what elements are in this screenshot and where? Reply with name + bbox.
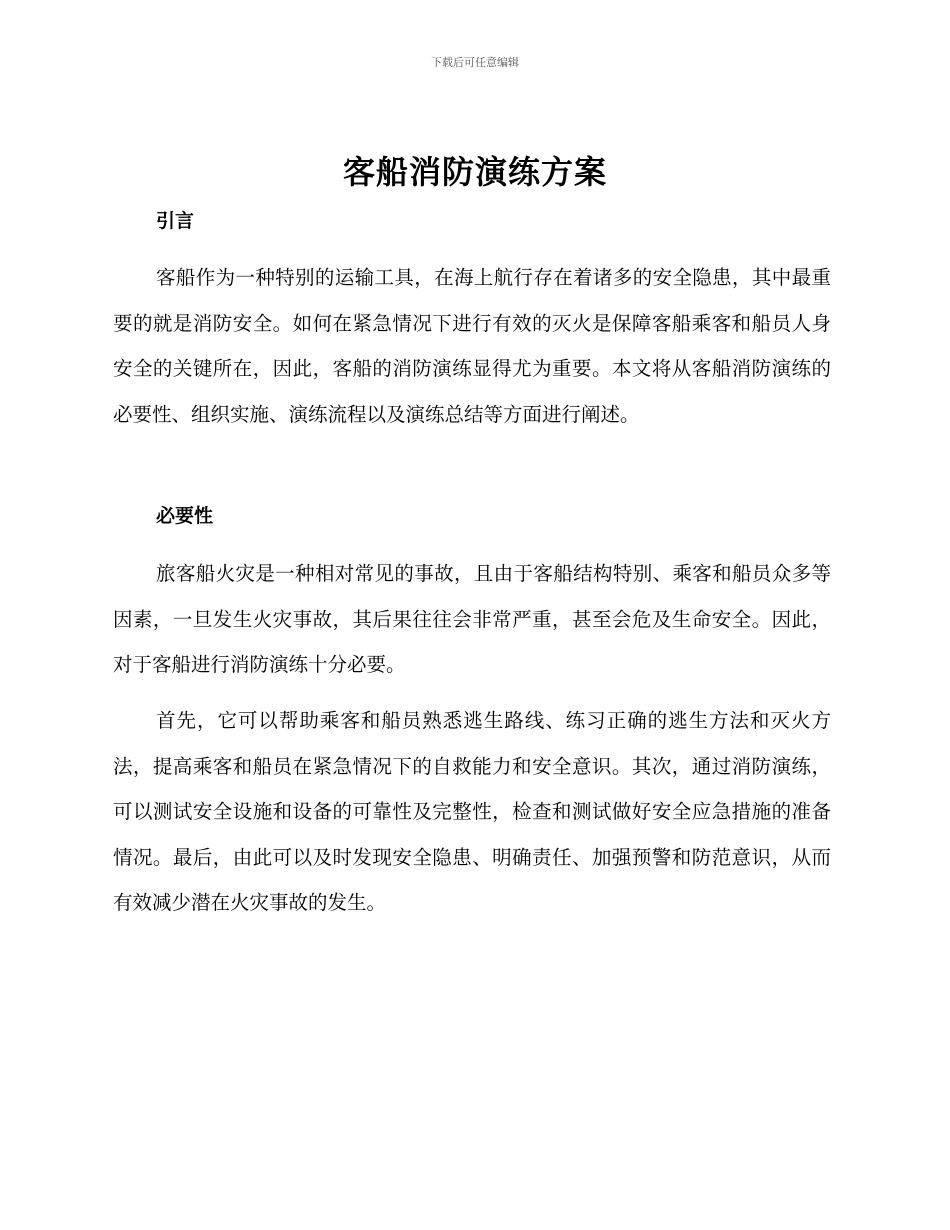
paragraph-necessity-1: 旅客船火灾是一种相对常见的事故，且由于客船结构特别、乘客和船员众多等因素，一旦发生火灾事故，其后果往往会非常严重，甚至会危及生命安全。因此，对于客船进行消防演练十分必要。	[113, 562, 831, 676]
header-note: 下载后可任意编辑	[431, 56, 519, 69]
paragraph-intro-1: 客船作为一种特别的运输工具，在海上航行存在着诸多的安全隐患，其中最重要的就是消防安全。如何在紧急情况下进行有效的灭火是保障客船乘客和船员人身安全的关键所在，因此，客船的消防演练显得尤为重要。本文将从客船消防演练的必要性、组织实施、演练流程以及演练总结等方面进行阐述。	[113, 266, 831, 426]
section-heading-intro: 引言	[156, 210, 195, 232]
document-title: 客船消防演练方案	[342, 153, 607, 191]
paragraph-necessity-2: 首先，它可以帮助乘客和船员熟悉逃生路线、练习正确的逃生方法和灭火方法，提高乘客和船员在紧急情况下的自救能力和安全意识。其次，通过消防演练，可以测试安全设施和设备的可靠性及完整性，检查和测试做好安全应急措施的准备情况。最后，由此可以及时发现安全隐患、明确责任、加强预警和防范意识，从而有效减少潜在火灾事故的发生。	[113, 709, 831, 914]
section-heading-necessity: 必要性	[156, 505, 214, 527]
